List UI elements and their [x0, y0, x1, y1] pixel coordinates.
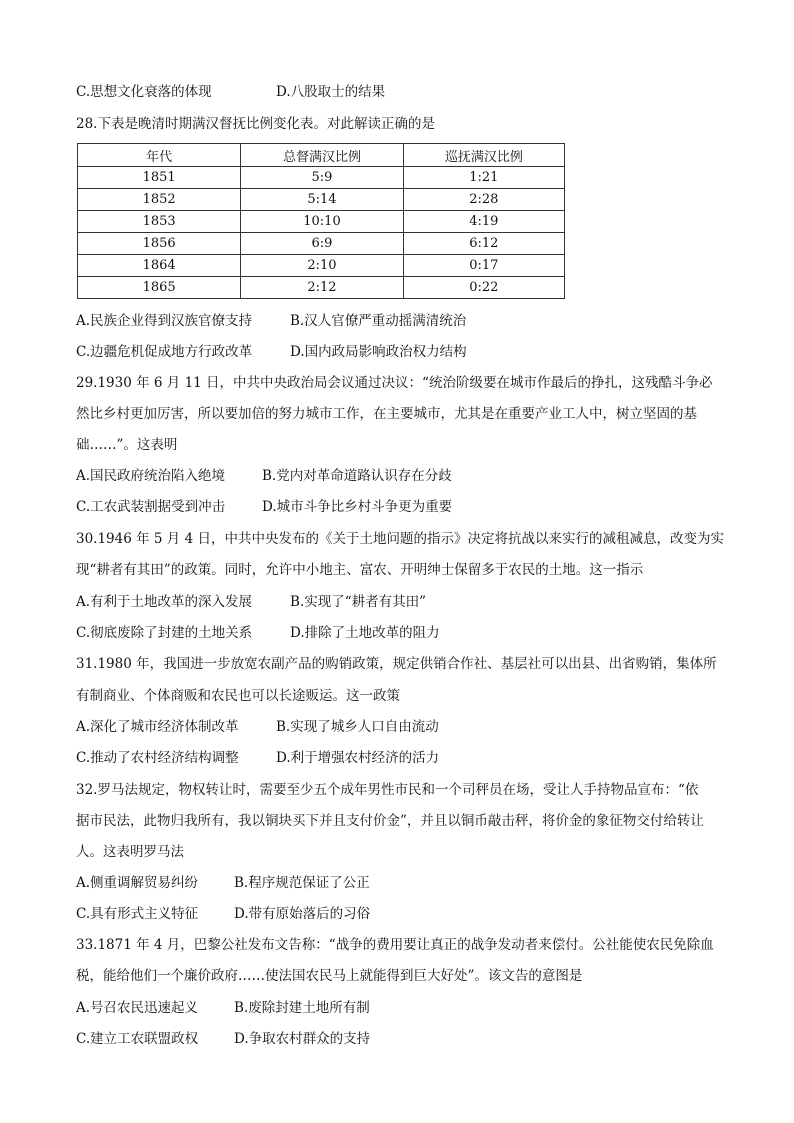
q32-option-c: C.具有形式主义特征	[76, 906, 199, 922]
q30-option-d: D.排除了土地改革的阻力	[290, 625, 440, 641]
q31-option-b: B.实现了城乡人口自由流动	[276, 719, 439, 735]
table-cell: 6:9	[241, 233, 403, 255]
table-cell: 1864	[78, 255, 241, 277]
q31-option-c: C.推动了农村经济结构调整	[76, 750, 239, 766]
q28-option-b: B.汉人官僚严重动摇满清统治	[290, 313, 467, 329]
q32-option-a: A.侧重调解贸易纠纷	[76, 875, 199, 891]
q28-option-a: A.民族企业得到汉族官僚支持	[76, 313, 253, 329]
q33-options-cd	[76, 1029, 370, 1049]
table-cell: 1851	[78, 167, 241, 189]
q27-option-c: C.思想文化衰落的体现	[76, 84, 212, 100]
table-cell: 2:10	[241, 255, 403, 277]
table-row	[78, 211, 565, 233]
q28-stem: 28.下表是晚清时期满汉督抚比例变化表。对此解读正确的是	[76, 116, 435, 132]
table-cell: 1852	[78, 189, 241, 211]
q29-options-cd	[76, 497, 452, 517]
q33-stem-line-2: 税，能给他们一个廉价政府……使法国农民马上就能得到巨大好处”。该文告的意图是	[76, 968, 583, 984]
q33-option-a: A.号召农民迅速起义	[76, 1000, 199, 1016]
q31-stem-line-1: 31.1980 年，我国进一步放宽农副产品的购销政策，规定供销合作社、基层社可以出县、出省购销，集体所	[76, 656, 717, 672]
q30-stem-line-2: 现“耕者有其田”的政策。同时，允许中小地主、富农、开明绅士保留多于农民的土地。这一指示	[76, 562, 644, 578]
q27-options-cd	[76, 82, 385, 102]
table-cell: 6:12	[403, 233, 564, 255]
q32-options-cd	[76, 904, 370, 924]
table-cell: 2:28	[403, 189, 564, 211]
q32-option-d: D.带有原始落后的习俗	[234, 906, 371, 922]
table-cell: 5:9	[241, 167, 403, 189]
q31-stem-line-2: 有制商业、个体商贩和农民也可以长途贩运。这一政策	[76, 688, 400, 704]
q32-options-ab	[76, 873, 370, 893]
q29-option-b: B.党内对革命道路认识存在分歧	[262, 468, 452, 484]
table-header-row	[78, 144, 565, 167]
q30-option-a: A.有利于土地改革的深入发展	[76, 594, 253, 610]
table-header-cell: 巡抚满汉比例	[403, 144, 564, 167]
table-header-cell: 年代	[78, 144, 241, 167]
q32-stem-line-3: 人。这表明罗马法	[76, 844, 184, 860]
q33-stem-line-1: 33.1871 年 4 月，巴黎公社发布文告称：“战争的费用要让真正的战争发动者来偿付。公社能使农民免除血	[76, 937, 714, 953]
q28-option-c: C.边疆危机促成地方行政改革	[76, 344, 253, 360]
q29-option-c: C.工农武装割据受到冲击	[76, 499, 226, 515]
table-header-cell: 总督满汉比例	[241, 144, 403, 167]
table-cell: 1:21	[403, 167, 564, 189]
q30-stem-line-1: 30.1946 年 5 月 4 日，中共中央发布的《关于土地问题的指示》决定将抗战以来实行的减租减息，改变为实	[76, 531, 724, 547]
q29-stem-line-3: 础……”。这表明	[76, 437, 178, 453]
q31-option-a: A.深化了城市经济体制改革	[76, 719, 239, 735]
q33-options-ab	[76, 998, 370, 1018]
governor-ratio-table	[77, 143, 565, 299]
q31-options-cd	[76, 748, 439, 768]
q30-options-cd	[76, 623, 440, 643]
table-row	[78, 255, 565, 277]
table-cell: 1853	[78, 211, 241, 233]
table-cell: 2:12	[241, 277, 403, 299]
table-cell: 0:22	[403, 277, 564, 299]
q32-stem-line-1: 32.罗马法规定，物权转让时，需要至少五个成年男性市民和一个司秤员在场，受让人手持物品宣布：“依	[76, 782, 699, 798]
table-row	[78, 167, 565, 189]
q30-option-b: B.实现了“耕者有其田”	[290, 594, 427, 610]
q28-options-cd	[76, 342, 467, 362]
table-cell: 5:14	[241, 189, 403, 211]
q31-option-d: D.利于增强农村经济的活力	[276, 750, 440, 766]
q29-option-a: A.国民政府统治陷入绝境	[76, 468, 226, 484]
q28-option-d: D.国内政局影响政治权力结构	[290, 344, 467, 360]
q29-stem-line-1: 29.1930 年 6 月 11 日，中共中央政治局会议通过决议：“统治阶级要在城市作最后的挣扎，这残酷斗争必	[76, 375, 713, 391]
q33-option-c: C.建立工农联盟政权	[76, 1031, 199, 1047]
table-cell: 1856	[78, 233, 241, 255]
table-row	[78, 189, 565, 211]
q32-stem-line-2: 据市民法，此物归我所有，我以铜块买下并且支付价金”，并且以铜币敲击秤，将价金的象征物交付给转让	[76, 813, 704, 829]
q29-stem-line-2: 然比乡村更加厉害，所以要加倍的努力城市工作，在主要城市，尤其是在重要产业工人中，树立坚固的基	[76, 406, 697, 422]
table-cell: 1865	[78, 277, 241, 299]
q27-option-d: D.八股取士的结果	[276, 84, 386, 100]
q33-option-b: B.废除封建土地所有制	[234, 1000, 370, 1016]
q28-options-ab	[76, 311, 466, 331]
table-cell: 0:17	[403, 255, 564, 277]
table-row	[78, 277, 565, 299]
q30-option-c: C.彻底废除了封建的土地关系	[76, 625, 253, 641]
q32-option-b: B.程序规范保证了公正	[234, 875, 370, 891]
table-row	[78, 233, 565, 255]
q31-options-ab	[76, 717, 439, 737]
table-cell: 10:10	[241, 211, 403, 233]
q33-option-d: D.争取农村群众的支持	[234, 1031, 371, 1047]
q29-option-d: D.城市斗争比乡村斗争更为重要	[262, 499, 453, 515]
q29-options-ab	[76, 466, 452, 486]
q30-options-ab	[76, 592, 426, 612]
table-cell: 4:19	[403, 211, 564, 233]
